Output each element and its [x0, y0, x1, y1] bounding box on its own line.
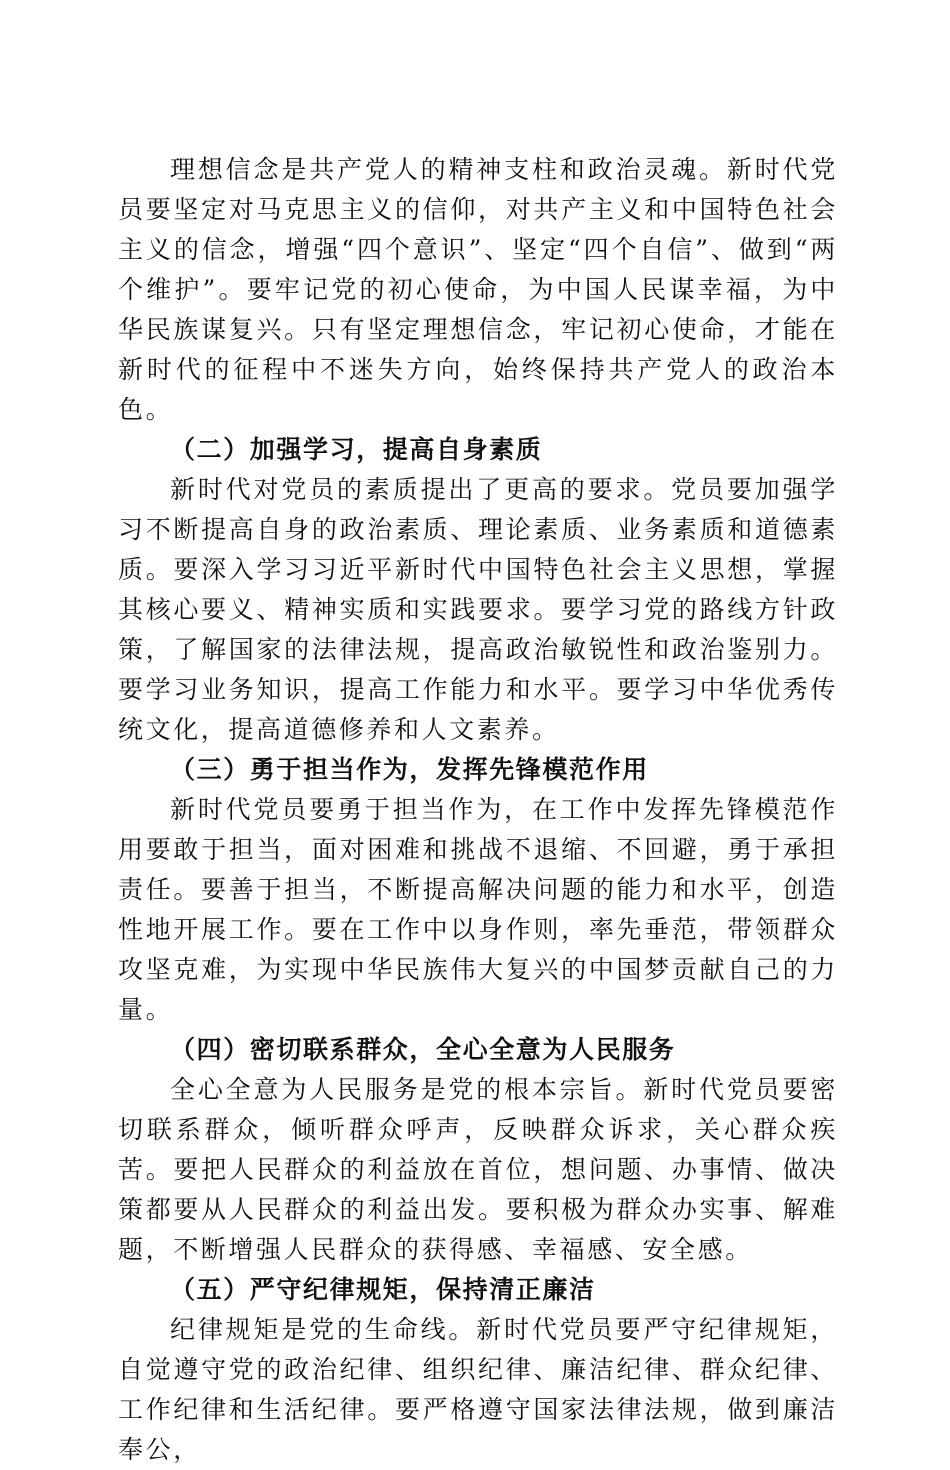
paragraph-responsibility: 新时代党员要勇于担当作为，在工作中发挥先锋模范作用要敢于担当，面对困难和挑战不退缩、不回避，勇于承担责任。要善于担当，不断提高解决问题的能力和水平，创造性地开展工作。要在工作中以身作则，率先垂范，带领群众攻坚克难，为实现中华民族伟大复兴的中国梦贡献自己的力量。: [118, 795, 838, 1024]
paragraph-study: 新时代对党员的素质提出了更高的要求。党员要加强学习不断提高自身的政治素质、理论素质、业务素质和道德素质。要深入学习习近平新时代中国特色社会主义思想，掌握其核心要义、精神实质和实践要求。要学习党的路线方针政策，了解国家的法律法规，提高政治敏锐性和政治鉴别力。要学习业务知识，提高工作能力和水平。要学习中华优秀传统文化，提高道德修养和人文素养。: [118, 475, 838, 744]
section-heading-3: （三）勇于担当作为，发挥先锋模范作用: [170, 755, 649, 784]
document-body: [118, 150, 838, 1470]
paragraph-discipline: 纪律规矩是党的生命线。新时代党员要严守纪律规矩，自觉遵守党的政治纪律、组织纪律、廉洁纪律、群众纪律、工作纪律和生活纪律。要严格遵守国家法律法规，做到廉洁奉公，: [118, 1315, 838, 1464]
paragraph-serve-people: 全心全意为人民服务是党的根本宗旨。新时代党员要密切联系群众，倾听群众呼声，反映群众诉求，关心群众疾苦。要把人民群众的利益放在首位，想问题、办事情、做决策都要从人民群众的利益出发。要积极为群众办实事、解难题，不断增强人民群众的获得感、幸福感、安全感。: [118, 1075, 838, 1264]
paragraph-ideals: 理想信念是共产党人的精神支柱和政治灵魂。新时代党员要坚定对马克思主义的信仰，对共产主义和中国特色社会主义的信念，增强“四个意识”、坚定“四个自信”、做到“两个维护”。要牢记党的初心使命，为中国人民谋幸福，为中华民族谋复兴。只有坚定理想信念，牢记初心使命，才能在新时代的征程中不迷失方向，始终保持共产党人的政治本色。: [118, 155, 838, 424]
section-heading-2: （二）加强学习，提高自身素质: [170, 435, 543, 464]
section-heading-4: （四）密切联系群众，全心全意为人民服务: [170, 1035, 676, 1064]
section-heading-5: （五）严守纪律规矩，保持清正廉洁: [170, 1275, 596, 1304]
